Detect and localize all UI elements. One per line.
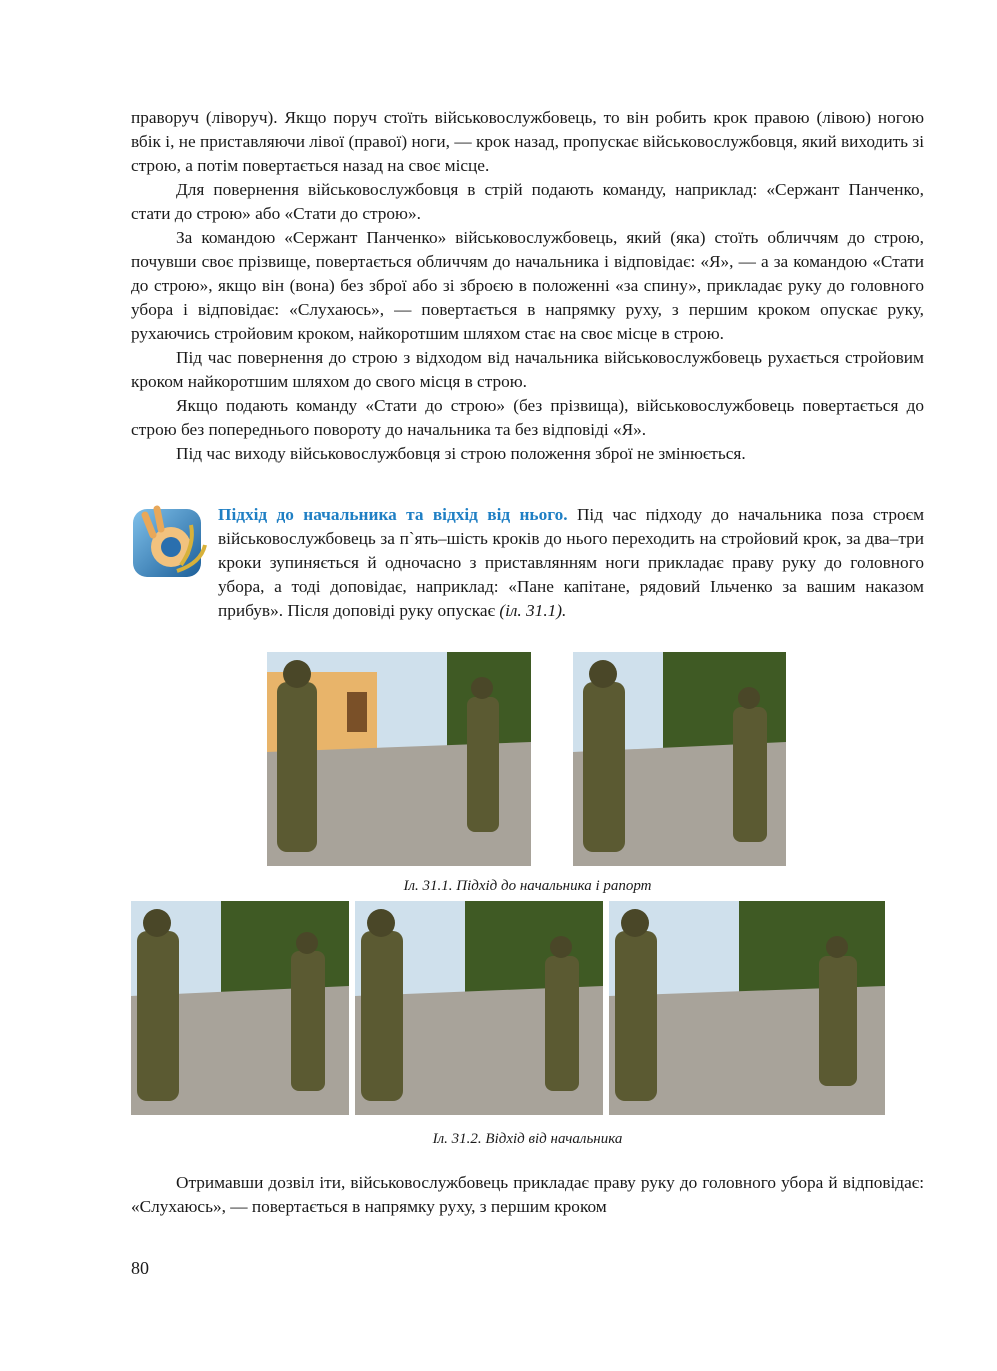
paragraph: Для повернення військовослужбовця в стрій подають команду, наприклад: «Сержант Панченко, стати до строю» або «Стати до строю». [131,180,924,223]
paragraph: праворуч (ліворуч). Якщо поруч стоїть військовослужбовець, то він робить крок правою (лівою) ногою вбік і, не приставляючи лівої (правої) ноги, — крок назад, пропускає військовослужбовця, який виходить зі строю, а потім повертається назад на своє місце. [131,108,924,175]
photo-approach-1 [267,652,531,866]
section-body: Під час підходу до начальника поза строєм військовослужбовець за п`ять–шість кроків до нього переходить на стройовий крок, за два–три кроки зупиняється й одночасно з приставлянням ноги прикладає праву руку до головного убора, а тоді доповідає, наприклад: «Пане капітане, рядовий Ільченко за вашим наказом прибув». Після доповіді руку опускає [218,505,924,620]
section-heading: Підхід до начальника та відхід від нього. [218,505,568,524]
hand-ok-emblem-icon [131,505,209,583]
photo-approach-2 [573,652,786,866]
paragraph: За командою «Сержант Панченко» військовослужбовець, який (яка) стоїть обличчям до строю, почувши своє прізвище, повертається обличчям до начальника і відповідає: «Я», — а за командою «Стати до строю», якщо він (вона) без зброї або зі зброєю в положенні «за спину», прикладає руку до головного убора і відповідає: «Слухаюсь», — повертається в напрямку руху, з першим кроком опускає руку, рухаючись стройовим кроком, найкоротшим шляхом стає на своє місце в строю. [131,228,924,343]
photo-depart-3 [609,901,885,1115]
paragraph: Під час повернення до строю з відходом від начальника військовослужбовець рухається стройовим кроком найкоротшим шляхом до свого місця в строю. [131,348,924,391]
figure-caption: Іл. 31.1. Підхід до начальника і рапорт [403,878,652,894]
paragraph: Якщо подають команду «Стати до строю» (без прізвища), військовослужбовець повертається до строю без попереднього повороту до начальника та без відповіді «Я». [131,396,924,439]
figure-reference: (іл. 31.1). [499,601,567,620]
text-column-bottom [131,1171,924,1219]
section-paragraph [218,503,924,623]
photo-depart-1 [131,901,349,1115]
figure-caption: Іл. 31.2. Відхід від начальника [432,1131,623,1147]
photo-depart-2 [355,901,603,1115]
paragraph: Під час виходу військовослужбовця зі строю положення зброї не змінюється. [176,444,746,463]
paragraph: Отримавши дозвіл іти, військовослужбовець прикладає праву руку до головного убора й відповідає: «Слухаюсь», — повертається в напрямку руху, з першим кроком [131,1173,924,1216]
page-number: 80 [131,1258,149,1278]
text-column-top [131,106,924,466]
